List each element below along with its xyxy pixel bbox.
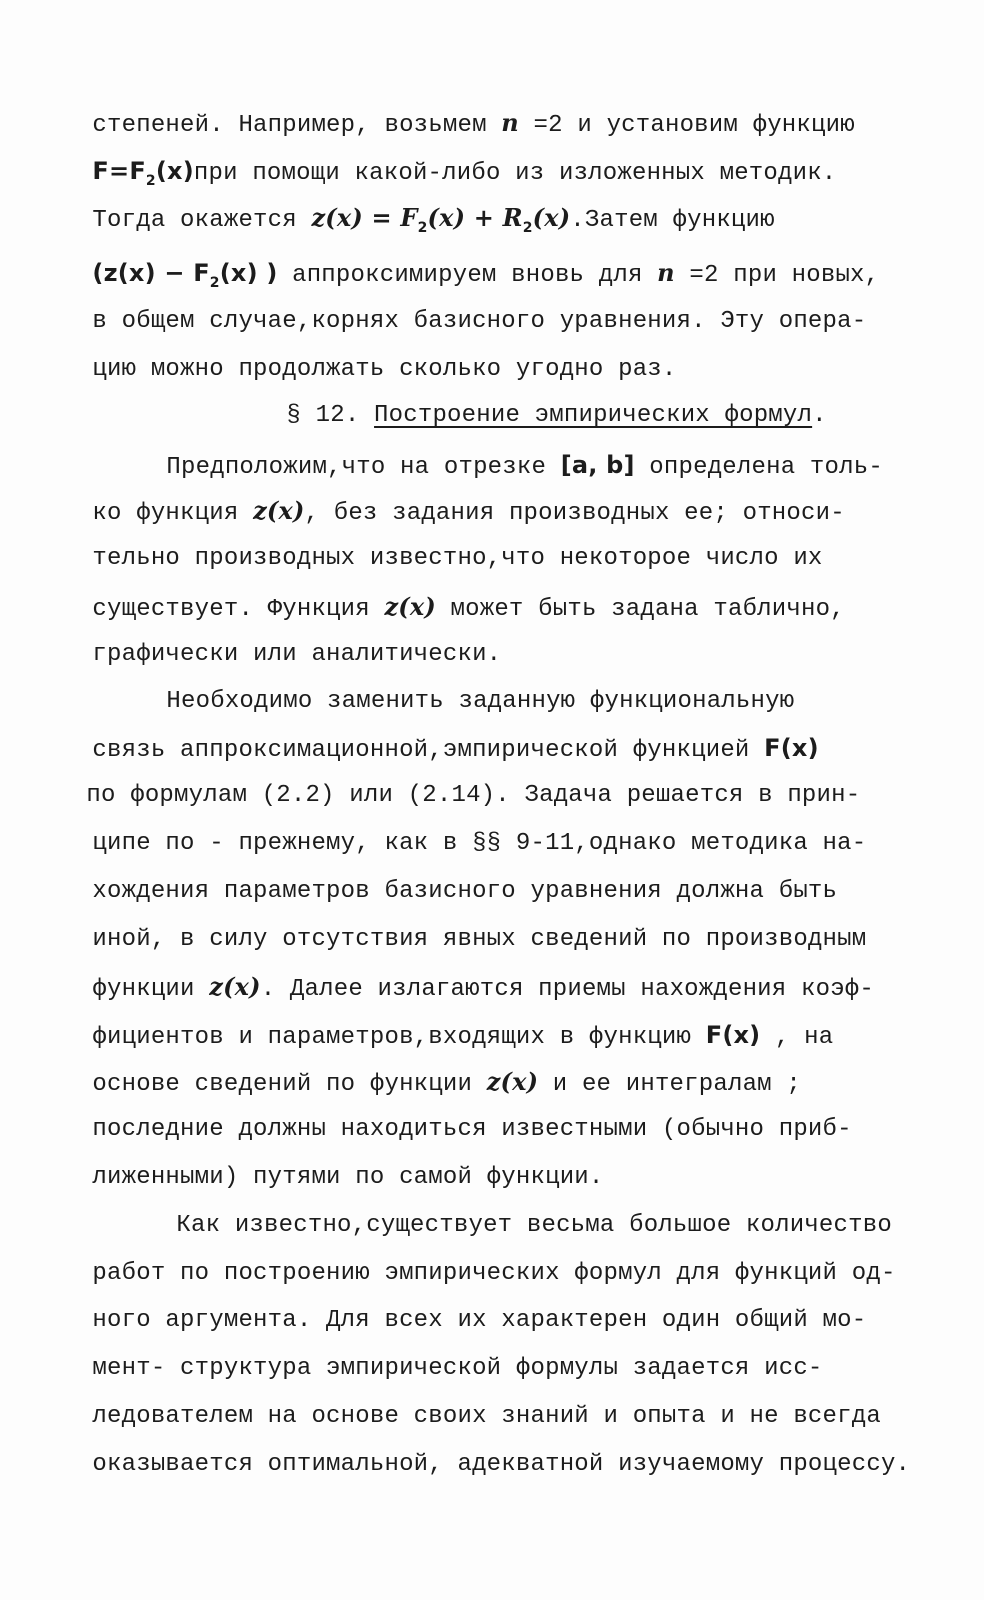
section-title: Построение эмпирических формул [374, 402, 813, 429]
math-subscript: 2 [417, 219, 428, 236]
line-text: связь аппроксимационной,эмпирической функцией [92, 737, 765, 764]
line-text: . Далее излагаются приемы нахождения коэф- [260, 976, 875, 1003]
line-text: существует. Функция [92, 596, 385, 623]
math-subscript: 2 [209, 274, 220, 291]
math-expression: F(x) [764, 734, 819, 762]
line-text: по формулам (2.2) или (2.14). Задача решается в прин- [86, 782, 861, 809]
line-text: фициентов и параметров,входящих в функцию [92, 1024, 706, 1051]
line-text: основе сведений по функции [92, 1071, 487, 1098]
line-text: ледователем на основе своих знаний и опыта и не всегда [92, 1403, 881, 1430]
line-text: ко функция [92, 500, 254, 527]
line-text: Тогда окажется [92, 207, 312, 234]
math-subscript: 2 [145, 172, 156, 189]
math-expression: z(x) [384, 592, 436, 621]
math-expression: z(x) [253, 496, 305, 525]
line-text: .Затем функцию [570, 207, 775, 234]
line-text: графически или аналитически. [92, 641, 502, 668]
section-number: § 12. [286, 402, 375, 429]
math-expression: F=F [92, 157, 146, 185]
line-text: оказывается оптимальной, адекватной изучаемому процессу. [92, 1451, 911, 1478]
math-expression: z(x) [486, 1067, 539, 1096]
line-text: =2 при новых, [674, 262, 880, 289]
line-text: и ее интегралам ; [538, 1071, 801, 1098]
math-expression: F(x) [705, 1021, 761, 1049]
math-expression: (x) [155, 157, 194, 185]
line-text: лиженными) путями по самой функции. [92, 1164, 604, 1191]
math-expression: n [657, 258, 675, 287]
line-text: определена толь- [634, 454, 883, 481]
line-text: Предположим,что на отрезке [166, 454, 561, 481]
line-text: степеней. Например, возьмем [92, 112, 502, 139]
line-text: функции [92, 976, 210, 1003]
text-line [34, 1420, 910, 1510]
line-text: работ по построению эмпирических формул для функций од- [92, 1260, 896, 1287]
line-text: при помощи какой-либо из изложенных методик. [193, 160, 837, 187]
line-text: Необходимо заменить заданную функциональную [166, 688, 795, 715]
line-text: тельно производных известно,что некоторое число их [92, 545, 823, 572]
line-text: Как известно,существует весьма большое количество [176, 1212, 892, 1239]
math-subscript: 2 [522, 219, 533, 236]
math-expression: n [501, 108, 519, 137]
line-text: последние должны находиться известными (обычно приб- [92, 1116, 852, 1143]
line-text: . [812, 402, 827, 429]
line-text: может быть задана таблично, [435, 596, 845, 623]
line-text: цию можно продолжать сколько угодно раз. [92, 356, 677, 383]
line-text: =2 и установим функцию [518, 112, 855, 139]
line-text: хождения параметров базисного уравнения должна быть [92, 878, 838, 905]
math-expression: [a, b] [560, 451, 635, 479]
line-text: ного аргумента. Для всех их характерен один общий мо- [92, 1307, 867, 1334]
line-text: аппроксимируем вновь для [277, 262, 658, 289]
line-text: , без задания производных ее; относи- [304, 500, 845, 527]
math-expression: (x) [532, 203, 571, 232]
line-text: мент- структура эмпирической формулы задается исс- [92, 1355, 823, 1382]
math-expression: (x) ) [219, 259, 278, 287]
math-expression: z(x) = F [311, 203, 418, 232]
math-expression: (z(x) − F [92, 259, 210, 287]
math-expression: z(x) [209, 972, 261, 1001]
line-text: иной, в силу отсутствия явных сведений по производным [92, 926, 867, 953]
line-text: ципе по - прежнему, как в §§ 9-11,однако методика на- [92, 830, 867, 857]
math-expression: (x) + R [427, 203, 523, 232]
line-text: в общем случае,корнях базисного уравнения. Эту опера- [92, 308, 867, 335]
line-text: , на [760, 1024, 834, 1051]
